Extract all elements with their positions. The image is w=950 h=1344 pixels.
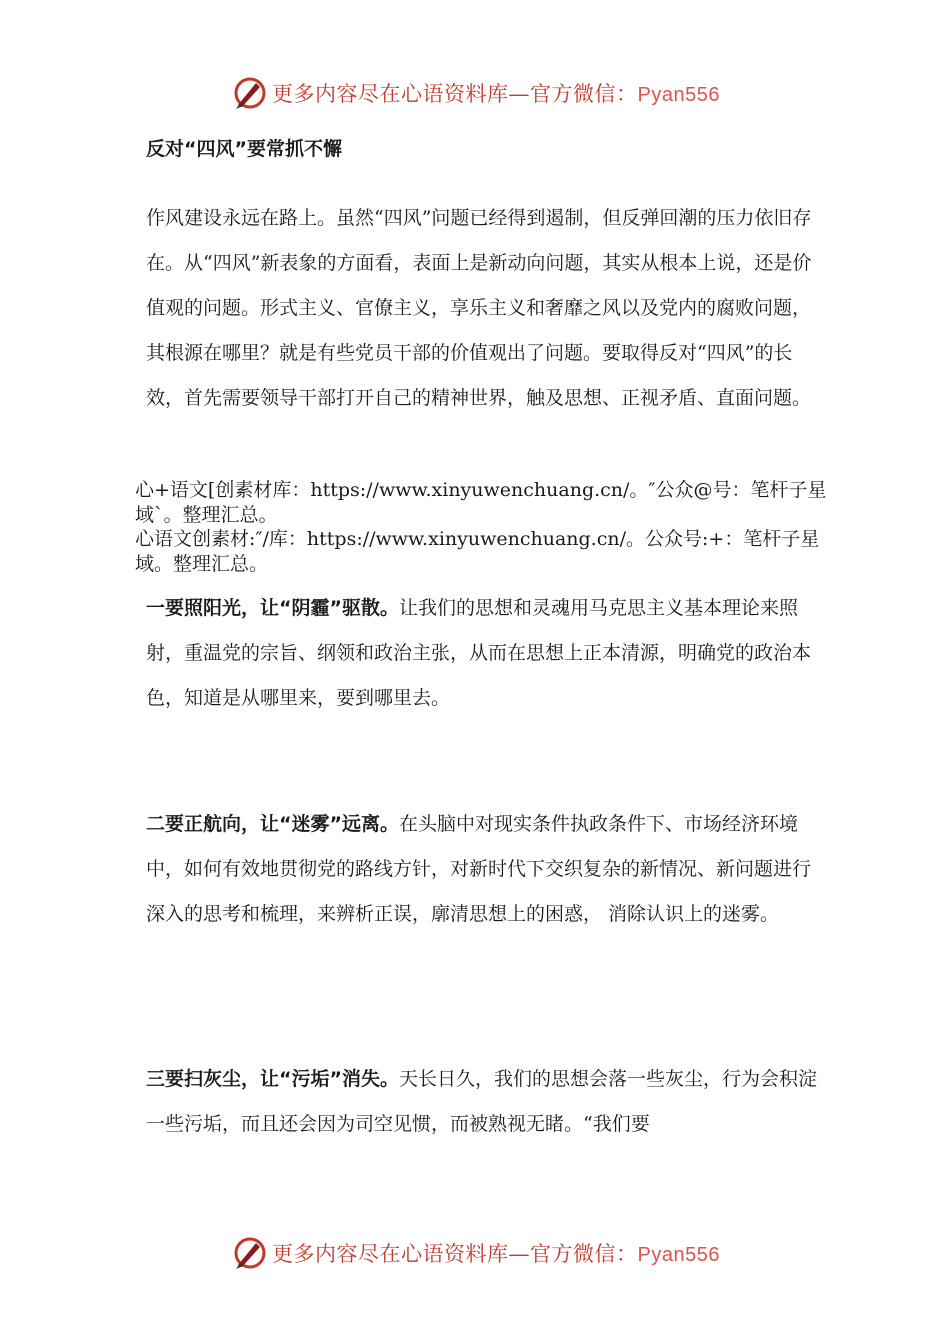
watermark-note-1: 心+语文[创素材库：https://www.xinyuwenchuang.cn/。″公众@号：笔杆子星域`。整理汇总。: [135, 479, 827, 526]
intro-paragraph: 作风建设永远在路上。虽然“四风”问题已经得到遏制，但反弹回潮的压力依旧存在。从“四风”新表象的方面看，表面上是新动向问题，其实从根本上说，还是价值观的问题。形式主义、官僚主义，享乐主义和奢靡之风以及党内的腐败问题，其根源在哪里？就是有些党员干部的价值观出了问题。要取得反对“四风”的长效，首先需要领导干部打开自己的精神世界，触及思想、正视矛盾、直面问题。: [146, 207, 812, 409]
pen-logo-icon: [232, 1235, 268, 1271]
banner-text: 更多内容尽在心语资料库—官方微信：Pyan556: [272, 1242, 720, 1266]
section-lead-3: 三要扫灰尘，让“污垢”消失。: [146, 1068, 399, 1090]
wechat-id: Pyan556: [637, 1244, 720, 1266]
section-body-2: 在头脑中对现实条件执政条件下、市场经济环境中，如何有效地贯彻党的路线方针，对新时代下交织复杂的新情况、新问题进行深入的思考和梳理，来辨析正误，廓清思想上的困惑， 消除认识上的迷雾。: [146, 813, 812, 925]
footer-banner: [232, 1234, 752, 1272]
section-paragraph-1: [146, 586, 826, 721]
section-lead-1: 一要照阳光，让“阴霾”驱散。: [146, 597, 399, 619]
watermark-note-2: 心语文创素材:″/库：https://www.xinyuwenchuang.cn/。公众号:+：笔杆子星域。整理汇总。: [135, 528, 820, 575]
section-lead-2: 二要正航向，让“迷雾”远离。: [146, 813, 399, 835]
header-banner: [232, 74, 752, 112]
section-paragraph-2: [146, 802, 826, 937]
wechat-id: Pyan556: [637, 84, 720, 106]
banner-text: 更多内容尽在心语资料库—官方微信：Pyan556: [272, 82, 720, 106]
section-paragraph-3: [146, 1057, 826, 1147]
section-body-3: 天长日久，我们的思想会落一些灰尘，行为会积淀一些污垢，而且还会因为司空见惯，而被熟视无睹。“我们要: [146, 1068, 817, 1135]
pen-logo-icon: [232, 75, 268, 111]
section-body-1: 让我们的思想和灵魂用马克思主义基本理论来照射，重温党的宗旨、纲领和政治主张，从而在思想上正本清源，明确党的政治本色，知道是从哪里来，要到哪里去。: [146, 597, 812, 709]
article-title: 反对“四风”要常抓不懈: [146, 138, 342, 160]
